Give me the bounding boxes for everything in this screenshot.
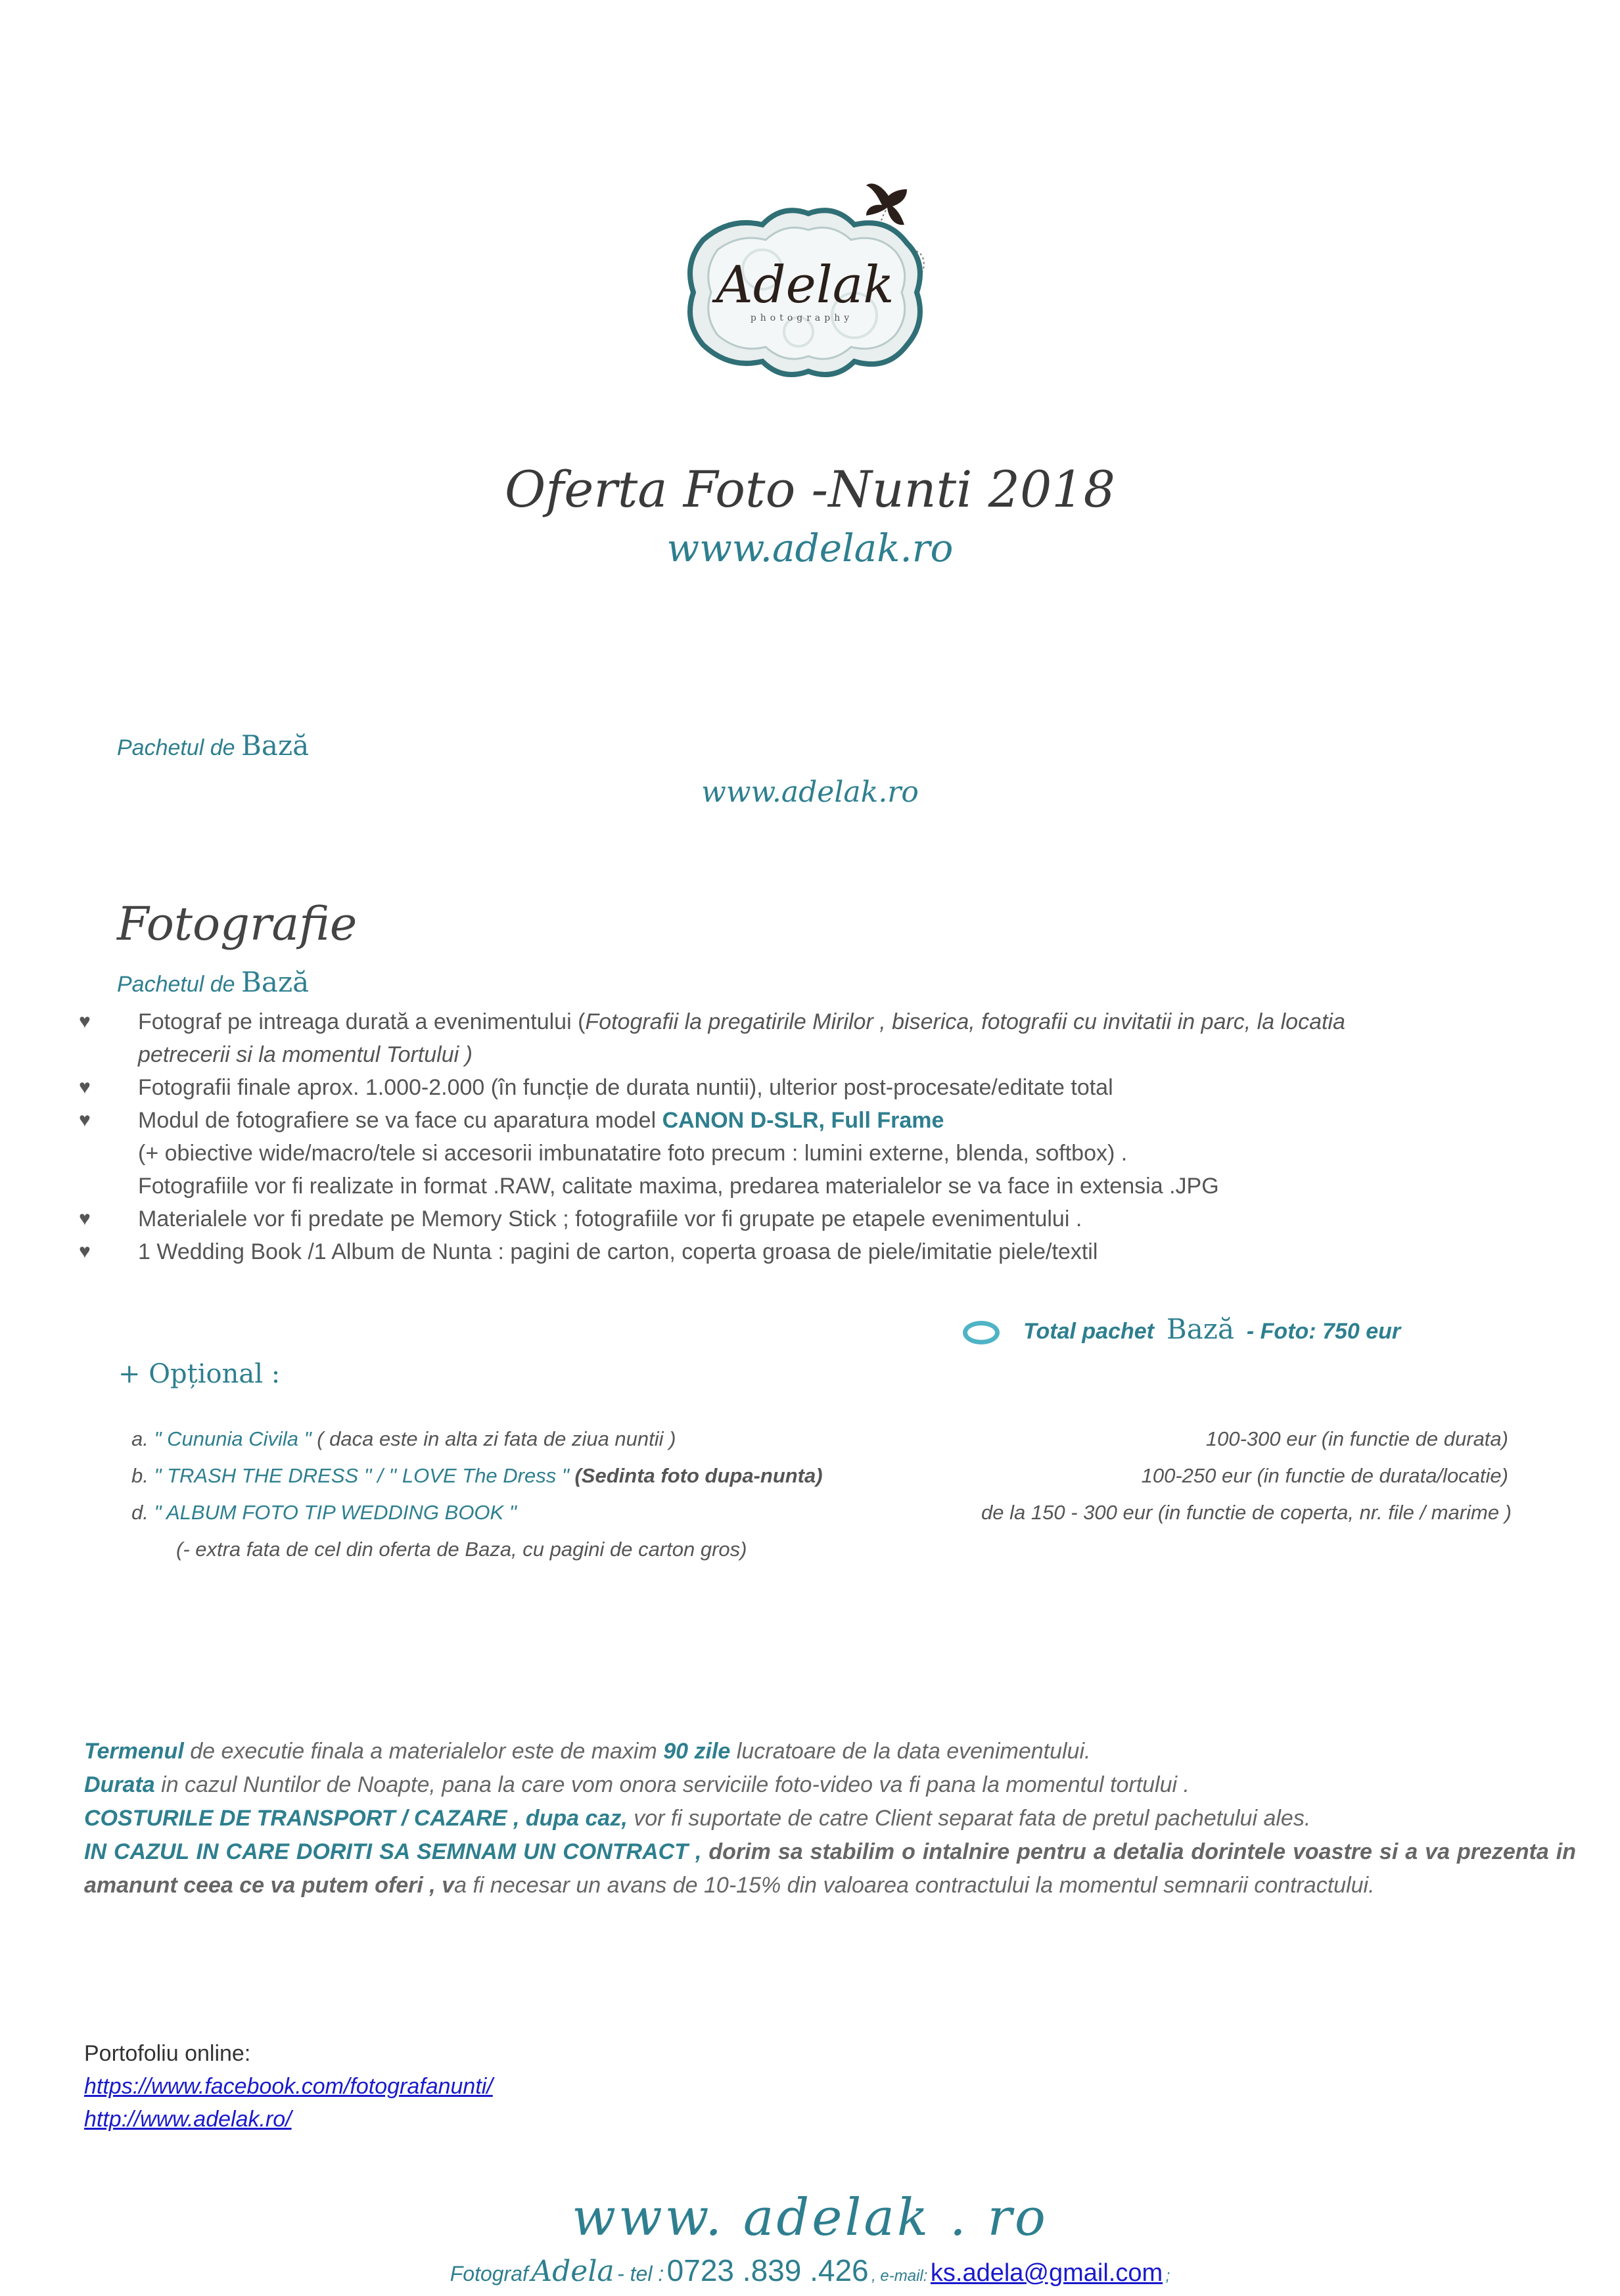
bullet-text: 1 Wedding Book /1 Album de Nunta : pagini de carton, coperta groasa de piele/imitatie piele/textil [138,1239,1098,1264]
footer-website: www. adelak . ro [572,2188,1048,2247]
photographer-name: Adela [531,2255,614,2288]
list-item [79,1203,1590,1235]
package-name: Bază [241,966,310,998]
item-name: " Cununia Civila " [154,1427,312,1450]
feature-list [79,1005,1590,1268]
heart-icon: ♥ [79,1241,91,1262]
note-contract: IN CAZUL IN CARE DORITI SA SEMNAM UN CONTRACT , dorim sa stabilim o intalnire pentru a detalia dorintele voastre si a va prezenta in amanunt ceea ce va putem oferi , va fi necesar un avans de 10-15% din valoarea contractului la momentul semnarii contractului. [84,1839,1576,1898]
heart-icon: ♥ [79,1011,91,1032]
optional-item [131,1501,517,1525]
item-marker: b. [131,1464,149,1487]
optional-item-price: de la 150 - 300 eur (in functie de coperta, nr. file / marime ) [981,1501,1512,1524]
item-name: " TRASH THE DRESS '' / '' LOVE The Dress " [154,1464,569,1487]
bullet-text: Modul de fotografiere se va face cu aparatura model [138,1108,662,1133]
list-item [79,1005,1590,1071]
optional-item [131,1464,823,1488]
optional-item-price: 100-300 eur (in functie de durata) [1205,1427,1508,1450]
item-name: " ALBUM FOTO TIP WEDDING BOOK " [154,1501,517,1524]
logo-tagline: photography [750,313,854,323]
bullet-text: Fotografiile vor fi realizate in format .RAW, calitate maxima, predarea materialelor se va face in extensia .JPG [138,1174,1219,1199]
portfolio [84,2037,493,2136]
bullet-text: Materialele vor fi predate pe Memory Stick ; fotografiile vor fi grupate pe etapele evenimentului . [138,1206,1082,1231]
website-link[interactable]: http://www.adelak.ro/ [84,2107,292,2132]
item-marker: d. [131,1501,149,1524]
total-price: - Foto: 750 eur [1246,1319,1401,1344]
note-deadline: Termenul de executie finala a materialelor este de maxim 90 zile lucratoare de la data evenimentului. [84,1739,1091,1764]
email-link[interactable]: ks.adela@gmail.com [930,2259,1163,2287]
logo-brand-text: Adelak [716,256,894,315]
list-item [79,1104,1590,1203]
portfolio-label: Portofoliu online: [84,2041,251,2066]
butterfly-icon [866,183,907,225]
ring-icon [963,1321,1000,1344]
page-title: Oferta Foto -Nunti 2018 [504,460,1116,518]
adelak-logo [657,177,966,414]
footer-contact [0,2253,1620,2288]
logo-graphic [657,177,966,414]
footer-end: ; [1165,2267,1170,2285]
bullet-text: Fotograf pe intreaga durată a evenimentului ( [138,1009,586,1034]
bullet-text: Fotografii finale aprox. 1.000-2.000 (în funcție de durata nuntii), ulterior post-procesate/editate total [138,1075,1113,1100]
package-label-text: Pachetul de [117,735,235,760]
bullet-text-italic: Fotografii la pregatirile Mirilor , biserica, fotografii cu invitatii in parc, la locatia [585,1009,1345,1034]
camera-model: CANON D-SLR, Full Frame [662,1108,944,1133]
list-item [79,1071,1590,1104]
phone-number[interactable]: 0723 .839 .426 [666,2253,869,2287]
list-item [79,1235,1590,1268]
item-note: ( daca este in alta zi fata de ziua nuntii ) [311,1427,676,1450]
section-title: Fotografie [117,897,358,951]
package-label-section [117,966,309,998]
item-note: (Sedinta foto dupa-nunta) [568,1464,823,1487]
facebook-link[interactable]: https://www.facebook.com/fotografanunti/ [84,2074,493,2099]
item-marker: a. [131,1427,149,1450]
total-prefix: Total pachet [1023,1319,1154,1344]
optional-item [131,1427,676,1451]
email-label: , e-mail: [871,2267,928,2285]
tel-label: - tel : [617,2262,664,2285]
optional-extra-note: (- extra fata de cel din oferta de Baza, cu pagini de carton gros) [176,1538,747,1561]
heart-icon: ♥ [79,1109,91,1131]
mid-website: www.adelak.ro [701,775,919,809]
photographer-label: Fotograf [450,2262,528,2285]
package-label-top [117,729,309,762]
heart-icon: ♥ [79,1208,91,1229]
bullet-text: (+ obiective wide/macro/tele si accesorii imbunatatire foto precum : lumini externe, blenda, softbox) . [138,1141,1128,1166]
header-website: www.adelak.ro [666,526,954,570]
note-duration: Durata in cazul Nuntilor de Noapte, pana la care vom onora serviciile foto-video va fi pana la momentul tortului . [84,1772,1190,1797]
package-label-text: Pachetul de [117,972,235,997]
optional-item-price: 100-250 eur (in functie de durata/locatie) [1141,1464,1508,1487]
package-name: Bază [241,729,310,762]
note-transport: COSTURILE DE TRANSPORT / CAZARE , dupa caz, vor fi suportate de catre Client separat fata de pretul pachetului ales. [84,1806,1311,1831]
optional-title: + Opțional : [118,1359,281,1389]
terms-notes [84,1735,1576,1902]
total-package-name: Bază [1166,1313,1234,1345]
bullet-text-italic: petrecerii si la momentul Tortului ) [138,1042,473,1067]
heart-icon: ♥ [79,1076,91,1098]
package-total [963,1313,1400,1345]
